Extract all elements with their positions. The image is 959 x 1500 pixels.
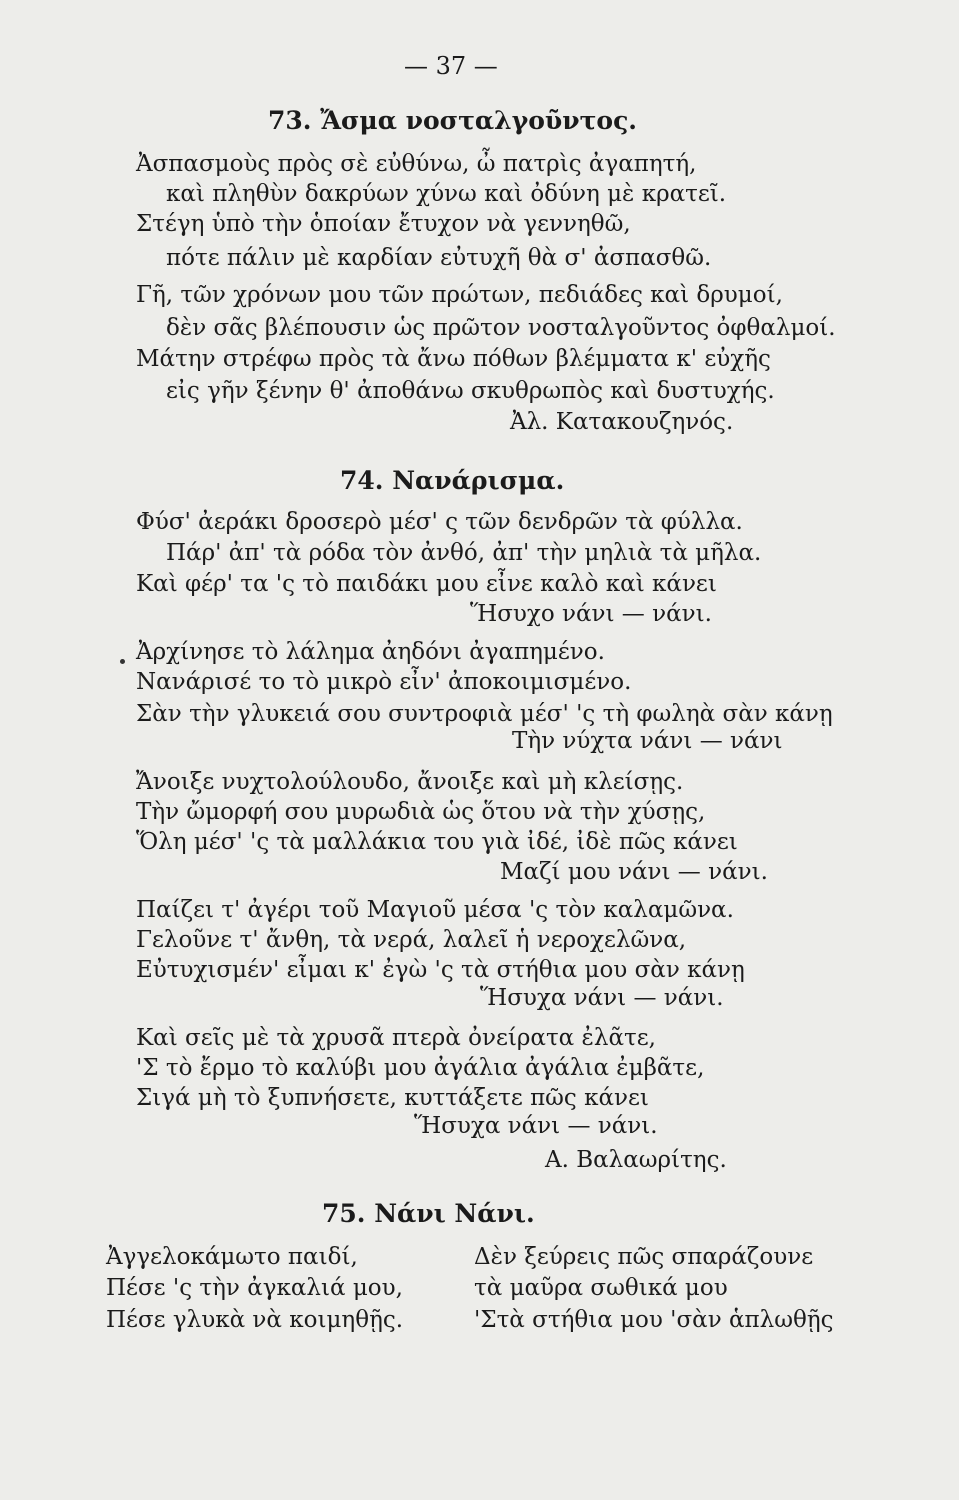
poem-74-heading: 74. Νανάρισμα.: [340, 466, 565, 495]
poem-74-refrain: Ἥσυχο νάνι — νάνι.: [470, 601, 712, 627]
poem-75-left-line: Πέσε γλυκὰ νὰ κοιμηθῇς.: [106, 1307, 404, 1333]
poem-73-line: εἰς γῆν ξένην θ' ἀποθάνω σκυθρωπὸς καὶ δυστυχής.: [166, 378, 775, 404]
poem-74-line: Καὶ σεῖς μὲ τὰ χρυσᾶ πτερὰ ὀνείρατα ἐλᾶτε,: [136, 1025, 656, 1051]
poem-74-line: Τὴν ὤμορφή σου μυρωδιὰ ὡς ὅτου νὰ τὴν χύσῃς,: [136, 799, 706, 825]
poem-75-right-line: 'Στὰ στήθια μου 'σὰν ἁπλωθῇς: [474, 1307, 834, 1333]
poem-73-line: Ἀσπασμοὺς πρὸς σὲ εὐθύνω, ὦ πατρὶς ἀγαπητή,: [136, 151, 697, 177]
poem-75-heading: 75. Νάνι Νάνι.: [322, 1199, 535, 1228]
stray-ink-dot: [120, 659, 125, 664]
poem-74-refrain: Μαζί μου νάνι — νάνι.: [500, 859, 768, 885]
poem-75-right-line: Δὲν ξεύρεις πῶς σπαράζουνε: [474, 1244, 814, 1270]
poem-74-line: Φύσ' ἀεράκι δροσερὸ μέσ' ς τῶν δενδρῶν τὰ φύλλα.: [136, 509, 743, 535]
poem-73-heading: 73. Ἄσμα νοσταλγοῦντος.: [268, 106, 637, 135]
poem-74-line: Καὶ φέρ' τα 'ς τὸ παιδάκι μου εἶνε καλὸ καὶ κάνει: [136, 571, 717, 597]
poem-74-author: Α. Βαλαωρίτης.: [545, 1147, 727, 1173]
poem-74-refrain: Τὴν νύχτα νάνι — νάνι: [512, 728, 783, 754]
poem-74-line: Σιγά μὴ τὸ ξυπνήσετε, κυττάξετε πῶς κάνει: [136, 1085, 649, 1111]
poem-75-left-line: Ἀγγελοκάμωτο παιδί,: [106, 1244, 358, 1270]
poem-73-line: δὲν σᾶς βλέπουσιν ὡς πρῶτον νοσταλγοῦντος ὀφθαλμοί.: [166, 315, 836, 341]
poem-74-line: Νανάρισέ το τὸ μικρὸ εἶν' ἀποκοιμισμένο.: [136, 669, 632, 695]
poem-73-line: Στέγη ὑπὸ τὴν ὁποίαν ἔτυχον νὰ γεννηθῶ,: [136, 211, 631, 237]
poem-73-author: Ἀλ. Κατακουζηνός.: [510, 409, 734, 435]
poem-74-line: Ἀρχίνησε τὸ λάλημα ἀηδόνι ἀγαπημένο.: [136, 639, 605, 665]
poem-74-line: Γελοῦνε τ' ἄνθη, τὰ νερά, λαλεῖ ἡ νεροχελῶνα,: [136, 927, 687, 953]
poem-74-refrain: Ἥσυχα νάνι — νάνι.: [414, 1113, 658, 1139]
poem-75-left-line: Πέσε 'ς τὴν ἀγκαλιά μου,: [106, 1275, 403, 1301]
poem-74-refrain: Ἥσυχα νάνι — νάνι.: [480, 985, 724, 1011]
poem-73-line: καὶ πληθὺν δακρύων χύνω καὶ ὀδύνη μὲ κρατεῖ.: [166, 181, 727, 207]
poem-73-line: πότε πάλιν μὲ καρδίαν εὐτυχῆ θὰ σ' ἀσπασθῶ.: [166, 245, 712, 271]
page-number: — 37 —: [404, 52, 498, 80]
poem-74-line: Εὐτυχισμέν' εἶμαι κ' ἐγὼ 'ς τὰ στήθια μου σὰν κάνῃ: [136, 957, 745, 983]
poem-74-line: Ἄνοιξε νυχτολούλουδο, ἄνοιξε καὶ μὴ κλείσῃς.: [136, 769, 684, 795]
poem-75-right-line: τὰ μαῦρα σωθικά μου: [474, 1275, 728, 1301]
poem-74-line: Παίζει τ' ἀγέρι τοῦ Μαγιοῦ μέσα 'ς τὸν καλαμῶνα.: [136, 897, 734, 923]
poem-74-line: 'Σ τὸ ἔρμο τὸ καλύβι μου ἀγάλια ἀγάλια ἐμβᾶτε,: [136, 1055, 705, 1081]
poem-73-line: Μάτην στρέφω πρὸς τὰ ἄνω πόθων βλέμματα κ' εὐχῆς: [136, 346, 771, 372]
poem-74-line: Σὰν τὴν γλυκειά σου συντροφιὰ μέσ' 'ς τὴ φωληὰ σὰν κάνῃ: [136, 701, 833, 727]
poem-73-line: Γῆ, τῶν χρόνων μου τῶν πρώτων, πεδιάδες καὶ δρυμοί,: [136, 282, 783, 308]
poem-74-line: Πάρ' ἀπ' τὰ ρόδα τὸν ἀνθό, ἀπ' τὴν μηλιὰ τὰ μῆλα.: [166, 540, 762, 566]
poem-74-line: Ὅλη μέσ' 'ς τὰ μαλλάκια του γιὰ ἰδέ, ἰδὲ πῶς κάνει: [136, 829, 738, 855]
